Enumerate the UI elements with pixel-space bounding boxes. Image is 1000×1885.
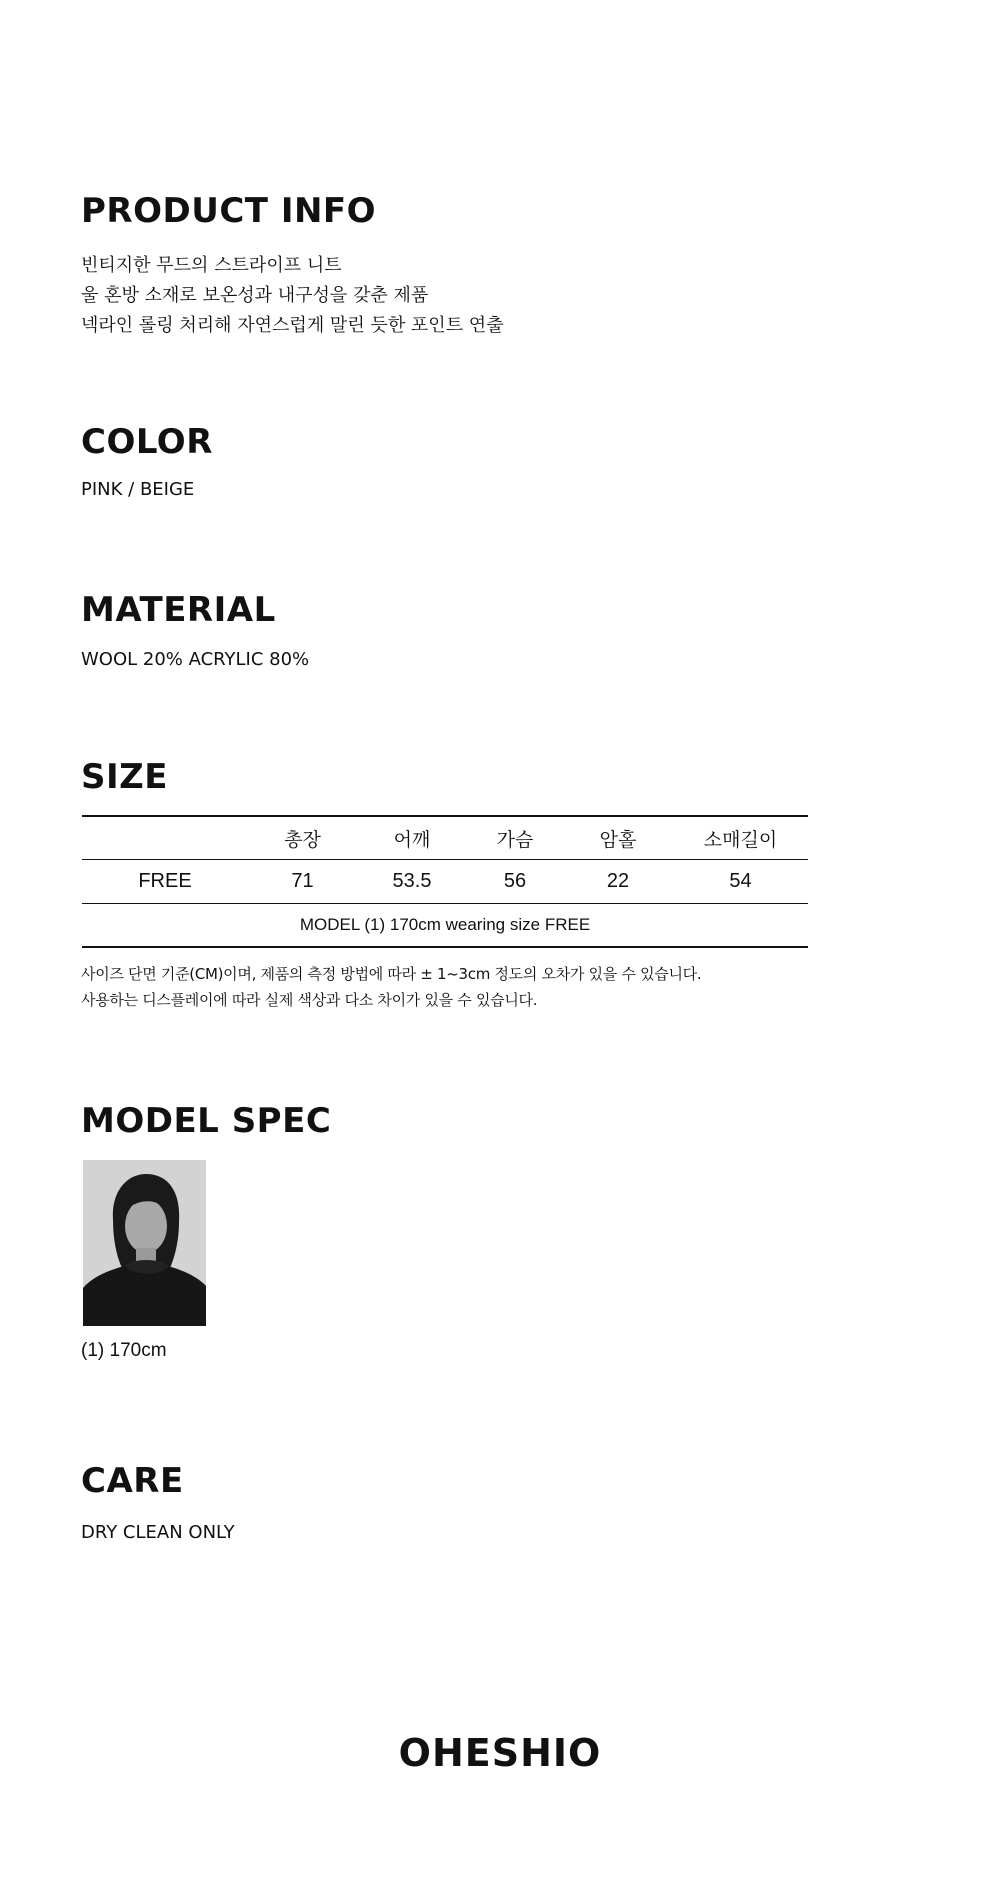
size-table-cell: 22 [563, 860, 673, 904]
color-section [81, 422, 213, 502]
size-table-header-cell [82, 816, 248, 860]
care-heading: CARE [81, 1461, 184, 1501]
size-table-model-note: MODEL (1) 170cm wearing size FREE [82, 904, 808, 948]
material-section [81, 590, 309, 672]
product-info-line: 울 혼방 소재로 보온성과 내구성을 갖춘 제품 [81, 285, 429, 306]
size-table-header-cell: 소매길이 [673, 816, 808, 860]
material-value: WOOL 20% ACRYLIC 80% [81, 649, 310, 670]
size-table-row [82, 860, 808, 904]
color-value: PINK / BEIGE [81, 479, 195, 500]
size-table-cell: 71 [248, 860, 357, 904]
size-section [81, 757, 168, 797]
model-photo-illustration [83, 1160, 206, 1326]
size-table-model-row [82, 904, 808, 948]
size-table [82, 815, 808, 948]
size-notes [81, 961, 701, 1013]
size-table-header-row [82, 816, 808, 860]
model-spec-heading: MODEL SPEC [81, 1101, 332, 1141]
product-info-line: 넥라인 롤링 처리해 자연스럽게 말린 듯한 포인트 연출 [81, 315, 504, 336]
model-spec-section [81, 1101, 331, 1141]
product-info-section [81, 191, 504, 341]
color-heading: COLOR [81, 422, 213, 462]
care-section [81, 1461, 235, 1545]
size-table-header-cell: 암홀 [563, 816, 673, 860]
product-info-line: 빈티지한 무드의 스트라이프 니트 [81, 255, 342, 276]
product-info-lines [81, 251, 504, 341]
model-caption: (1) 170cm [81, 1340, 167, 1361]
model-photo [83, 1160, 206, 1326]
size-table-header-cell: 가슴 [467, 816, 563, 860]
size-table-cell: 53.5 [357, 860, 467, 904]
size-table-header-cell: 어깨 [357, 816, 467, 860]
care-value: DRY CLEAN ONLY [81, 1522, 235, 1543]
size-table-header-cell: 총장 [248, 816, 357, 860]
size-table-cell: FREE [82, 860, 248, 904]
size-note-line: 사용하는 디스플레이에 따라 실제 색상과 다소 차이가 있을 수 있습니다. [81, 991, 538, 1009]
size-table-cell: 54 [673, 860, 808, 904]
material-heading: MATERIAL [81, 590, 276, 630]
product-info-heading: PRODUCT INFO [81, 191, 377, 231]
brand-logo: OHESHIO [398, 1731, 602, 1775]
size-table-cell: 56 [467, 860, 563, 904]
size-heading: SIZE [81, 757, 169, 797]
size-note-line: 사이즈 단면 기준(CM)이며, 제품의 측정 방법에 따라 ± 1~3cm 정도의 오차가 있을 수 있습니다. [81, 965, 702, 983]
